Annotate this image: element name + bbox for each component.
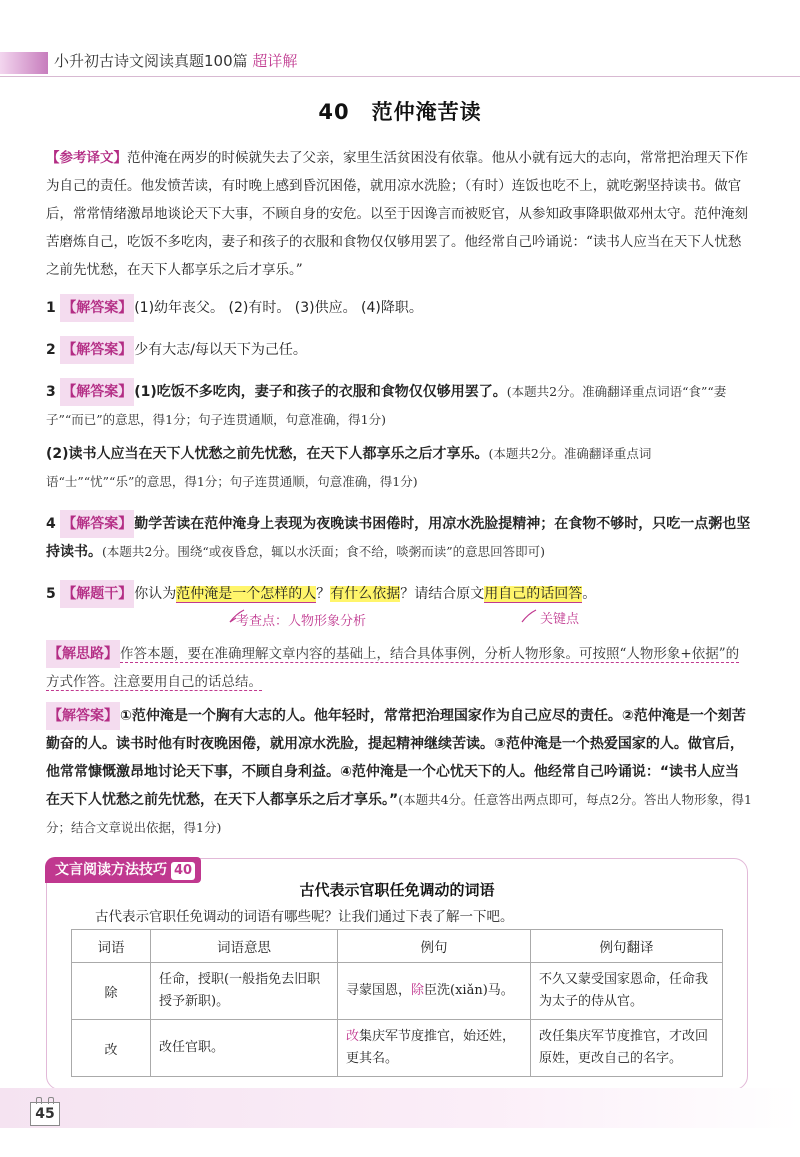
question-5-answer (46, 702, 752, 842)
thinking-tag: 【解思路】 (46, 640, 120, 668)
scoring-note-2: (本题共2分。准确翻译重点词语“士”“忧”“乐”的意思，得1分；句子连贯通顺，句意准确，得1分) (46, 446, 652, 489)
answer-tag: 【解答案】 (60, 336, 134, 364)
answer-tag: 【解答案】 (60, 294, 134, 322)
question-2: 2 【解答案】 少有大志/每以天下为己任。 (46, 336, 752, 364)
highlight-3: 用自己的话回答 (484, 586, 583, 602)
page-title: 40 范仲淹苦读 (318, 100, 482, 124)
header-rule (0, 76, 800, 77)
meaning-cell: 任命，授职(一般指免去旧职授予新职)。 (151, 963, 338, 1020)
header-cell: 例句 (338, 930, 531, 963)
table-row (72, 963, 723, 1020)
word-cell: 改 (72, 1020, 151, 1077)
answer-text: 勤学苦读在范仲淹身上表现为夜晚读书困倦时，用凉水洗脸提精神；在食物不够时，只吃一点粥也坚持读书。 (46, 516, 751, 560)
answer-tag: 【解答案】 (60, 378, 134, 406)
scoring-note-1: (本题共2分。准确翻译重点词语“食”“妻子”“而已”的意思，得1分；句子连贯通顺，句意准确，得1分) (46, 384, 727, 427)
reference-translation (46, 144, 752, 284)
table-row (72, 1020, 723, 1077)
book-title: 小升初古诗文阅读真题100篇 超详解 (54, 52, 298, 70)
page-number: 45 (30, 1102, 60, 1126)
translation-text: 范仲淹在两岁的时候就失去了父亲，家里生活贫困没有依靠。他从小就有远大的志向，常常把治理天下作为自己的责任。他发愤苦读，有时晚上感到昏沉困倦，就用凉水洗脸；（有时）连饭也吃不上，就吃粥坚持读书。做官后，常常情绪激昂地谈论天下大事，不顾自身的安危。以至于因谗言而被贬官，从参知政事降职做邓州太守。范仲淹刻苦磨炼自己，吃饭不多吃肉，妻子和孩子的衣服和食物仅仅够用罢了。他经常自己吟诵说：“读书人应当在天下人忧愁之前先忧愁，在天下人都享乐之后才享乐。” (46, 150, 748, 278)
header-color-bar (0, 52, 48, 74)
highlight-1: 范仲淹是一个怎样的人 (176, 586, 317, 602)
question-4: 4 【解答案】 勤学苦读在范仲淹身上表现为夜晚读书困倦时，用凉水洗脸提精神；在食物不够时，只吃一点粥也坚持读书。(本题共2分。围绕“或夜昏怠，辄以水沃面；食不给，啖粥而读”的意思回答即可) (46, 510, 752, 566)
book-title-suffix: 超详解 (252, 52, 298, 70)
thinking-text: 作答本题，要在准确理解文章内容的基础上，结合具体事例，分析人物形象。可按照“人物形象+依据”的方式作答。注意要用自己的话总结。 (46, 646, 740, 690)
methods-box (46, 858, 748, 1090)
translation-cell: 改任集庆军节度推官，才改回原姓，更改自己的名字。 (531, 1020, 723, 1077)
example-keyword: 改 (346, 1029, 360, 1044)
vocab-table (71, 929, 723, 1077)
answer-text-2: (2)读书人应当在天下人忧愁之前先忧愁，在天下人都享乐之后才享乐。 (46, 446, 489, 462)
question-3-part-2 (46, 440, 752, 496)
answer-tag: 【解答案】 (46, 702, 120, 730)
answer-text: (1)幼年丧父。 (2)有时。 (3)供应。 (4)降职。 (134, 300, 423, 316)
answer-text: ①范仲淹是一个胸有大志的人。他年轻时，常常把治理国家作为自己应尽的责任。②范仲淹是一个刻苦勤奋的人。读书时他有时夜晚困倦，就用凉水洗脸，提起精神继续苦读。③范仲淹是一个热爱国家的人。做官后，他常常慷慨激昂地讨论天下事，不顾自身利益。④范仲淹是一个心忧天下的人。他经常自己吟诵说：“读书人应当在天下人忧愁之前先忧愁，在天下人都享乐之后才享乐。” (46, 708, 746, 808)
word-cell: 除 (72, 963, 151, 1020)
translation-cell: 不久又蒙受国家恩命，任命我为太子的侍从官。 (531, 963, 723, 1020)
question-1: 1 【解答案】 (1)幼年丧父。 (2)有时。 (3)供应。 (4)降职。 (46, 294, 752, 322)
meaning-cell: 改任官职。 (151, 1020, 338, 1077)
table-header-row (72, 930, 723, 963)
page-footer (0, 1088, 800, 1128)
question-3: 3 【解答案】 (1)吃饭不多吃肉，妻子和孩子的衣服和食物仅仅够用罢了。(本题共2分。准确翻译重点词语“食”“妻子”“而已”的意思，得1分；句子连贯通顺，句意准确，得1分) (2)读书人应当在天下人忧愁之前先忧愁，在天下人都享乐之后才享乐。(本题共2分。准确翻译重点词语“士”“忧”“乐”的意思，得1分；句子连贯通顺，句意准确，得1分) (46, 378, 752, 496)
annotation-test-point: 考查点：人物形象分析 (236, 614, 367, 629)
methods-badge: 文言阅读方法技巧 40 (45, 857, 201, 883)
question-5-thinking (46, 640, 752, 696)
example-cell: 寻蒙国恩，除臣洗(xiǎn)马。 (338, 963, 531, 1020)
arrow-line-2 (522, 610, 536, 622)
answer-tag: 【解答案】 (60, 510, 134, 538)
methods-title: 古代表示官职任免调动的词语 (299, 881, 495, 899)
scoring-note: (本题共2分。围绕“或夜昏怠，辄以水沃面；食不给，啖粥而读”的意思回答即可) (102, 544, 545, 559)
example-cell: 改集庆军节度推官，始还姓，更其名。 (338, 1020, 531, 1077)
translation-tag: 【参考译文】 (46, 150, 127, 166)
header-cell: 例句翻译 (531, 930, 723, 963)
scoring-note: (本题共4分。任意答出两点即可，每点2分。答出人物形象，得1分；结合文章说出依据，得1分) (46, 792, 752, 835)
highlight-2: 有什么依据 (330, 586, 401, 602)
annotation-key-point: 关键点 (540, 612, 580, 627)
answer-text: 少有大志/每以天下为己任。 (134, 342, 307, 358)
running-header (0, 48, 800, 76)
methods-intro: 古代表示官职任免调动的词语有哪些呢？让我们通过下表了解一下吧。 (95, 909, 514, 925)
stem-tag: 【解题干】 (60, 580, 134, 608)
example-keyword: 除 (411, 983, 425, 998)
question-5-stem: 5 【解题干】 你认为范仲淹是一个怎样的人？有什么依据？请结合原文用自己的话回答。 (46, 580, 752, 608)
answer-text-1: (1)吃饭不多吃肉，妻子和孩子的衣服和食物仅仅够用罢了。 (134, 384, 507, 400)
methods-badge-number: 40 (171, 862, 195, 880)
header-cell: 词语意思 (151, 930, 338, 963)
header-cell: 词语 (72, 930, 151, 963)
